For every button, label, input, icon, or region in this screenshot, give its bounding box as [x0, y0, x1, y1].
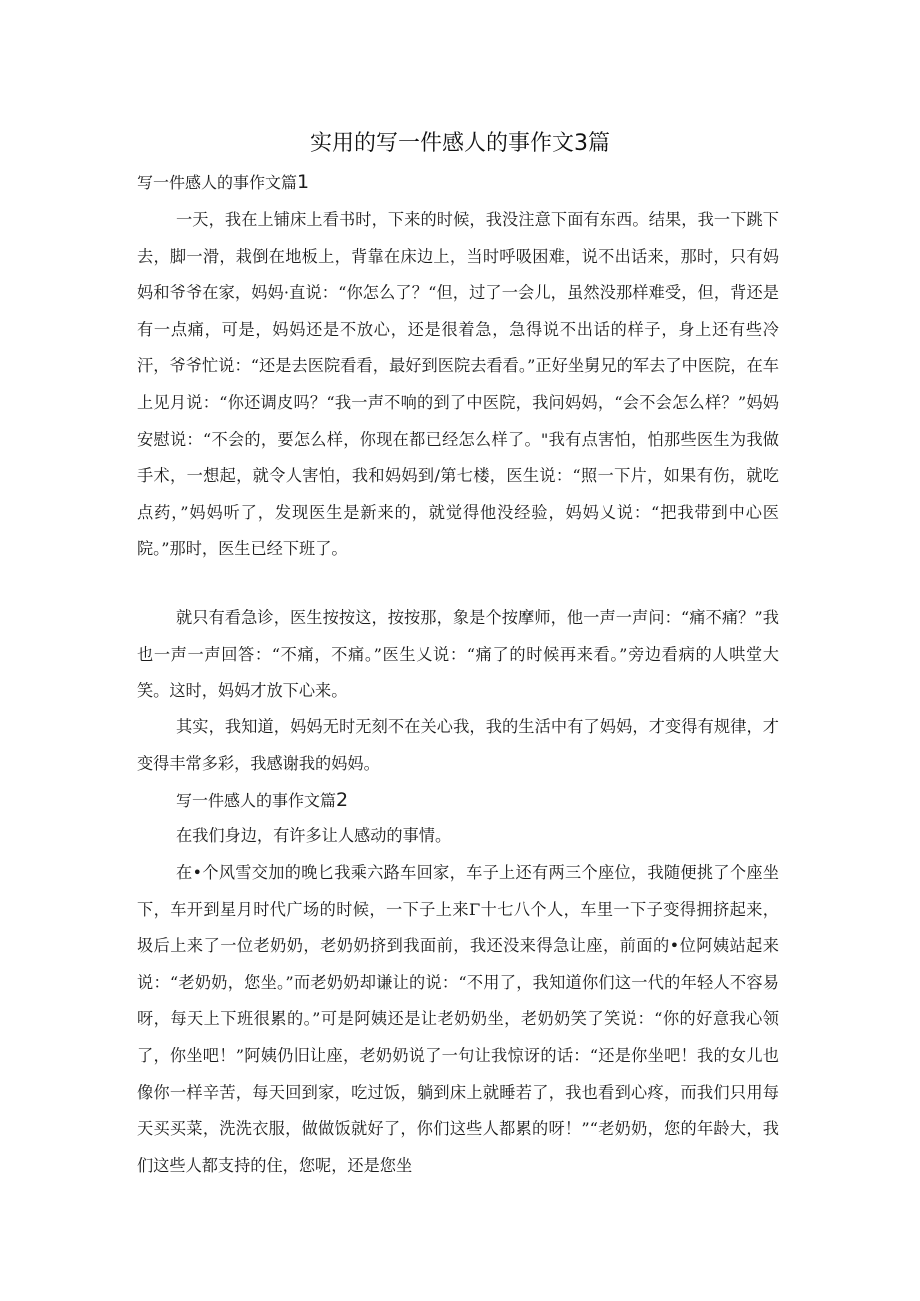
document-title: 实用的写一件感人的事作文3篇 — [310, 131, 610, 156]
paragraph: 一天，我在上铺床上看书时，下来的时候，我没注意下面有东西。结果，我一下跳下去，脚一滑，栽倒在地板上，背靠在床边上，当时呼吸困难，说不出话来，那时，只有妈妈和爷爷在家，妈妈·直说：“你怎么了？“但，过了一会儿，虽然没那样难受，但，背还是有一点痛，可是，妈妈还是不放心，还是很着急，急得说不出话的样子，身上还有些冷汗，爷爷忙说：“还是去医院看看，最好到医院去看看。”正好坐舅兄的军去了中医院，在车上见月说：“你还调皮吗？“我一声不响的到了中医院，我问妈妈，“会不会怎么样？”妈妈安慰说：“不会的，要怎么样，你现在都已经怎么样了。"我有点害怕，怕那些医生为我做手术，一想起，就令人害怕，我和妈妈到/第七楼，医生说：“照一下片，如果有伤，就吃点药，”妈妈听了，发现医生是新来的，就觉得他没经验，妈妈乂说：“把我带到中心医院。”那时，医生已经下班了。 — [137, 210, 779, 559]
section-heading-1 — [137, 170, 309, 193]
paragraph: 其实，我知道，妈妈无时无刻不在关心我，我的生活中有了妈妈，才变得有规律，才变得丰常多彩，我感谢我的妈妈。 — [137, 717, 779, 773]
paragraph: 在我们身边，有许多让人感动的事情。 — [176, 826, 452, 845]
section-heading-text: 写一件感人的事作文篇 — [137, 173, 298, 192]
section-heading-number: 1 — [297, 171, 310, 193]
section-heading-text: 写一件感人的事作文篇 — [176, 791, 337, 810]
section-heading-number: 2 — [336, 789, 349, 811]
paragraph: 就只有看急诊，医生按按这，按按那，象是个按摩师，他一声一声问：“痛不痛？”我也一声一声回答：“不痛，不痛。”医生乂说：“痛了的时候再来看。”旁边看病的人哄堂大笑。这时，妈妈才放下心来。 — [137, 608, 779, 701]
section-heading-2 — [176, 788, 348, 811]
paragraph: 在•个风雪交加的晚匕我乘六路车回家，车子上还有两三个座位，我随便挑了个座坐下，车开到星月时代广场的时候，一下子上来Γ十七八个人，车里一下子变得拥挤起来，圾后上来了一位老奶奶，老奶奶挤到我面前，我还没来得急让座，前面的•位阿姨站起来说：“老奶奶，您坐。”而老奶奶却谦让的说：“不用了，我知道你们这一代的年轻人不容易呀，每天上下班很累的。”可是阿姨还是让老奶奶坐，老奶奶笑了笑说：“你的好意我心领了，你坐吧！”阿姨仍旧让座，老奶奶说了一句让我惊讶的话：“还是你坐吧！我的女儿也像你一样辛苦，每天回到家，吃过饭，躺到床上就睡若了，我也看到心疼，而我们只用每天买买菜，洗洗衣服，做做饭就好了，你们这些人都累的呀！”“老奶奶，您的年龄大，我们这些人都支持的住，您呢，还是您坐 — [137, 863, 779, 1175]
